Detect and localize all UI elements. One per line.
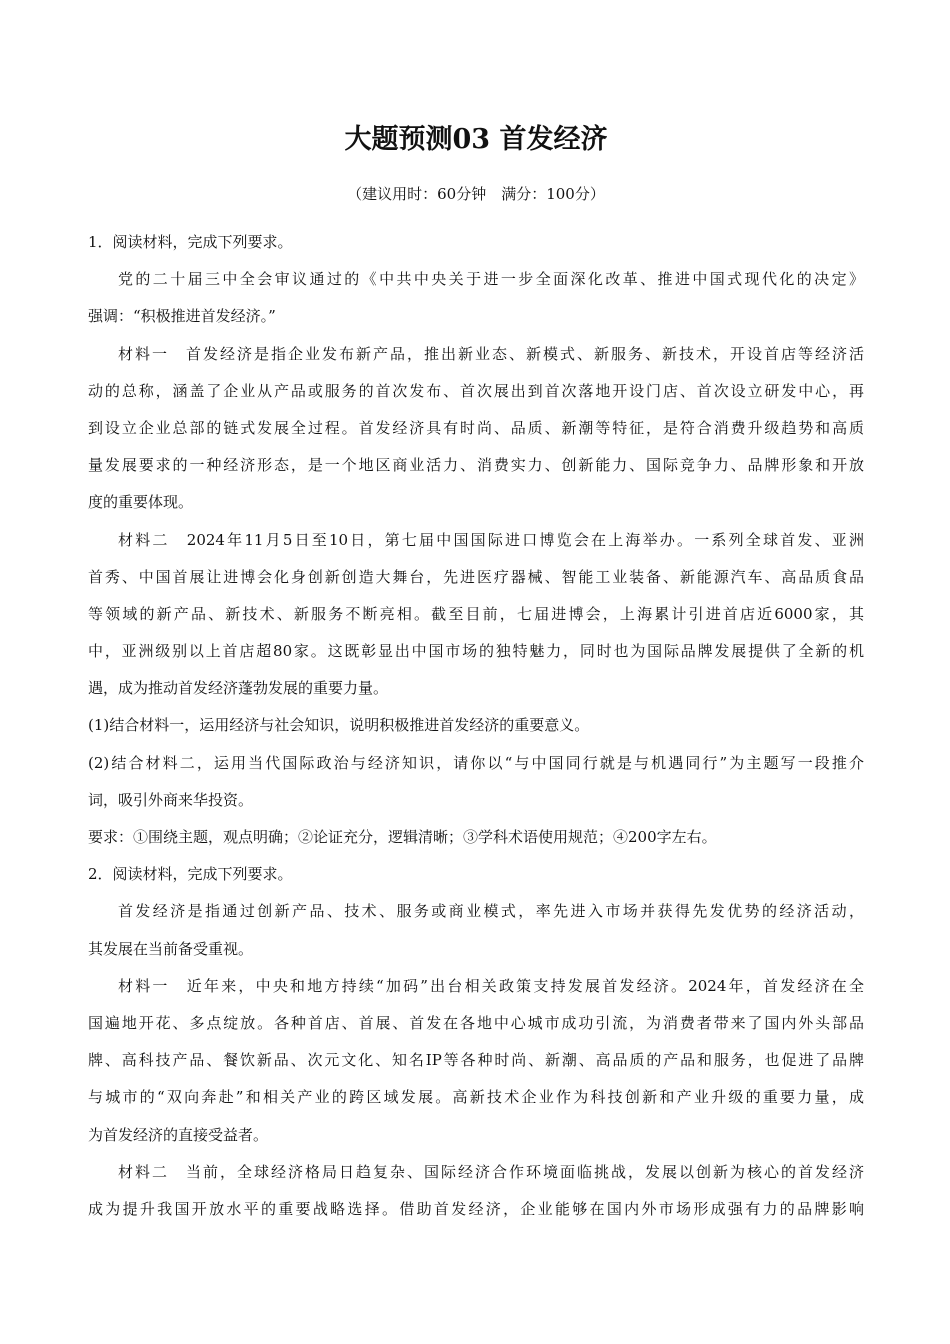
q2-material1-line: 与城市的“双向奔赴”和相关产业的跨区域发展。高新技术企业作为科技创新和产业升级的重要力量，成 bbox=[88, 1088, 864, 1107]
q1-material1-line: 量发展要求的一种经济形态，是一个地区商业活力、消费实力、创新能力、国际竞争力、品牌形象和开放 bbox=[88, 456, 864, 475]
q1-material2-line: 等领域的新产品、新技术、新服务不断亮相。截至目前，七届进博会，上海累计引进首店近6000家，其 bbox=[88, 604, 864, 623]
q1-material2-line: 遇，成为推动首发经济蓬勃发展的重要力量。 bbox=[88, 679, 389, 698]
q2-material1-line: 为首发经济的直接受益者。 bbox=[88, 1125, 269, 1144]
page-title: 大题预测03 首发经济 bbox=[344, 124, 608, 155]
q2-material1-line: 牌、高科技产品、餐饮新品、次元文化、知名IP等各种时尚、新潮、高品质的产品和服务，也促进了品牌 bbox=[88, 1051, 864, 1070]
q1-heading: 1．阅读材料，完成下列要求。 bbox=[88, 233, 293, 251]
q2-material2-line: 材料二 当前，全球经济格局日趋复杂、国际经济合作环境面临挑战，发展以创新为核心的首发经济 bbox=[118, 1162, 864, 1181]
q1-subquestion-2-line: 词，吸引外商来华投资。 bbox=[88, 790, 254, 809]
q1-material1-line: 材料一 首发经济是指企业发布新产品，推出新业态、新模式、新服务、新技术，开设首店等经济活 bbox=[118, 344, 864, 363]
q1-requirement: 要求：①围绕主题，观点明确；②论证充分，逻辑清晰；③学科术语使用规范；④200字左右。 bbox=[88, 828, 717, 846]
q1-material2-line: 首秀、中国首展让进博会化身创新创造大舞台，先进医疗器械、智能工业装备、新能源汽车、高品质食品 bbox=[88, 567, 864, 586]
q1-material2-line: 中，亚洲级别以上首店超80家。这既彰显出中国市场的独特魅力，同时也为国际品牌发展提供了全新的机 bbox=[88, 642, 864, 661]
q1-material2-line: 材料二 2024年11月5日至10日，第七届中国国际进口博览会在上海举办。一系列全球首发、亚洲 bbox=[118, 530, 864, 549]
q1-subquestion-1: (1)结合材料一，运用经济与社会知识，说明积极推进首发经济的重要意义。 bbox=[88, 716, 590, 735]
q1-intro-line: 强调：“积极推进首发经济。” bbox=[88, 307, 276, 326]
q2-intro-line: 首发经济是指通过创新产品、技术、服务或商业模式，率先进入市场并获得先发优势的经济活动， bbox=[118, 902, 864, 921]
document-body bbox=[88, 224, 864, 1228]
q1-material1-line: 到设立企业总部的链式发展全过程。首发经济具有时尚、品质、新潮等特征，是符合消费升级趋势和高质 bbox=[88, 418, 864, 437]
q1-material1-line: 动的总称，涵盖了企业从产品或服务的首次发布、首次展出到首次落地开设门店、首次设立研发中心，再 bbox=[88, 381, 864, 400]
q2-material1-line: 材料一 近年来，中央和地方持续“加码”出台相关政策支持发展首发经济。2024年，首发经济在全 bbox=[118, 976, 864, 995]
q1-intro-line: 党的二十届三中全会审议通过的《中共中央关于进一步全面深化改革、推进中国式现代化的决定》 bbox=[118, 270, 864, 289]
q2-material2-line: 成为提升我国开放水平的重要战略选择。借助首发经济，企业能够在国内外市场形成强有力的品牌影响 bbox=[88, 1199, 864, 1218]
q2-material1-line: 国遍地开花、多点绽放。各种首店、首展、首发在各地中心城市成功引流，为消费者带来了国内外头部品 bbox=[88, 1013, 864, 1032]
q2-heading: 2．阅读材料，完成下列要求。 bbox=[88, 865, 293, 884]
q2-intro-line: 其发展在当前备受重视。 bbox=[88, 939, 254, 958]
time-score-note: （建议用时：60分钟 满分：100分） bbox=[347, 185, 605, 203]
q1-subquestion-2-line: (2)结合材料二，运用当代国际政治与经济知识，请你以“与中国同行就是与机遇同行”为主题写一段推介 bbox=[88, 753, 864, 772]
q1-material1-line: 度的重要体现。 bbox=[88, 493, 194, 512]
